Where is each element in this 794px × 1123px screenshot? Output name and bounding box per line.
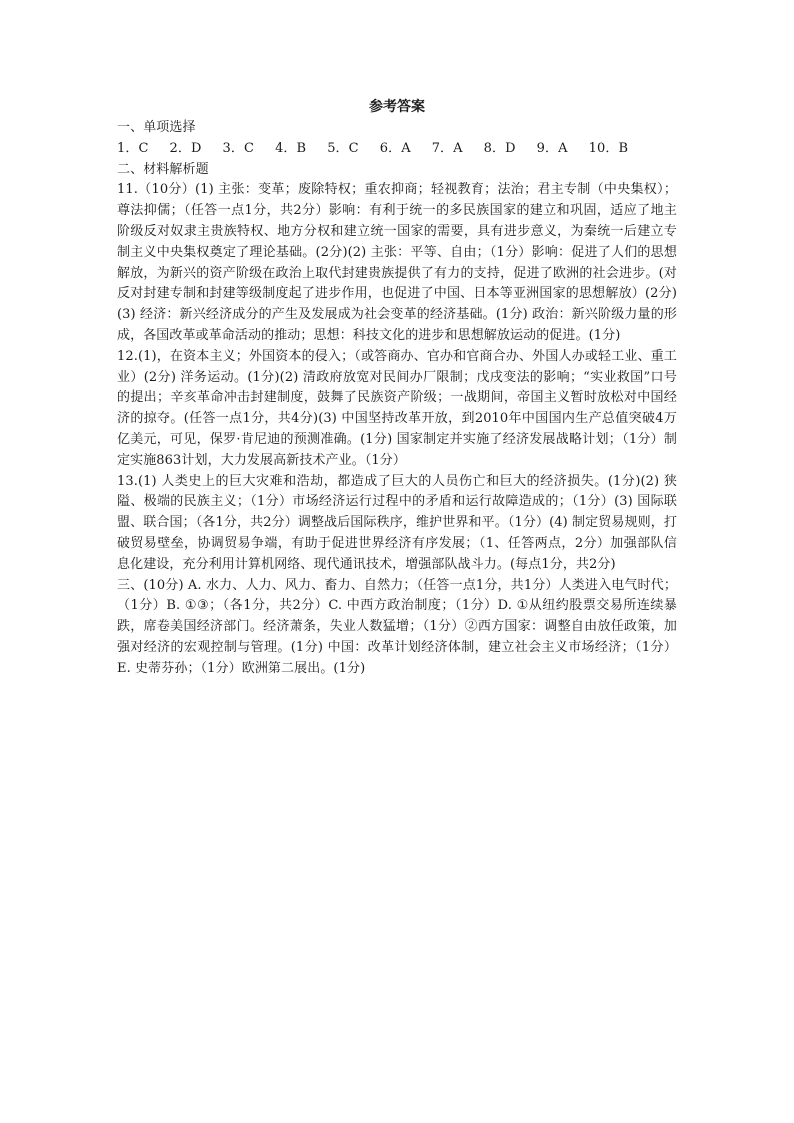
page-title: 参考答案	[369, 99, 425, 115]
choice-answer: 7．A	[431, 140, 463, 156]
section1-heading: 一、单项选择	[117, 120, 196, 135]
choice-answer: 9．A	[536, 140, 568, 156]
question-11-answer: 11.（10分）(1) 主张：变革；废除特权；重农抑商；轻视教育；法治；君主专制（中央集权）；尊法抑儒；（任答一点1分，共2分）影响：有利于统一的多民族国家的建立和巩固，适应了地主阶级反对奴隶主贵族特权、地方分权和建立统一国家的需要，具有进步意义，为秦统一后建立专制主义中央集权奠定了理论基础。(2分)(2) 主张：平等、自由；（1分）影响：促进了人们的思想解放，为新兴的资产阶级在政治上取代封建贵族提供了有力的支持，促进了欧洲的社会进步。(对反对封建专制和封建等级制度起了进步作用，也促进了中国、日本等亚洲国家的思想解放）(2分)(3) 经济：新兴经济成分的产生及发展成为社会变革的经济基础。(1分) 政治：新兴阶级力量的形成，各国改革或革命活动的推动；思想：科技文化的进步和思想解放运动的促进。(1分)	[117, 182, 677, 343]
choice-answer: 10．B	[588, 140, 629, 156]
choice-answer: 1．C	[117, 140, 149, 156]
choice-answers	[117, 139, 677, 160]
answer-content	[117, 118, 677, 680]
choice-answer: 4．B	[275, 140, 307, 156]
choice-answer: 8．D	[483, 140, 516, 156]
choice-answer: 2．D	[169, 140, 202, 156]
section3-answer: 三、(10分) A. 水力、人力、风力、畜力、自然力；（任答一点1分，共1分）人类进入电气时代；（1分）B. ①③；（各1分，共2分）C. 中西方政治制度；（1分）D. ①从纽约股票交易所连续暴跌，席卷美国经济部门。经济萧条，失业人数猛增；（1分）②西方国家：调整自由放任政策，加强对经济的宏观控制与管理。(1分) 中国：改革计划经济体制，建立社会主义市场经济；（1分）E. 史蒂芬孙；（1分）欧洲第二展出。(1分)	[117, 577, 677, 676]
choice-answer: 3．C	[222, 140, 255, 156]
choice-answer: 6．A	[379, 140, 411, 156]
question-12-answer: 12.(1)，在资本主义；外国资本的侵入；（或答商办、官办和官商合办、外国人办或轻工业、重工业）(2分) 洋务运动。(1分)(2) 清政府放宽对民间办厂限制；戊戌变法的影响；“实业救国”口号的提出；辛亥革命冲击封建制度，鼓舞了民族资产阶级；一战期间，帝国主义暂时放松对中国经济的掠夺。(任答一点1分，共4分)(3) 中国坚持改革开放，到2010年中国国内生产总值突破4万亿美元，可见，保罗·肯尼迪的预测准确。(1分) 国家制定并实施了经济发展战略计划；（1分）制定实施863计划，大力发展高新技术产业。（1分）	[117, 348, 677, 468]
section2-heading: 二、材料解析题	[117, 161, 209, 177]
choice-answer: 5．C	[327, 140, 359, 156]
question-13-answer: 13.(1) 人类史上的巨大灾难和浩劫，都造成了巨大的人员伤亡和巨大的经济损失。(1分)(2) 狭隘、极端的民族主义；（1分）市场经济运行过程中的矛盾和运行故障造成的；（1分）(3) 国际联盟、联合国；（各1分，共2分）调整战后国际秩序，维护世界和平。（1分）(4) 制定贸易规则，打破贸易壁垒，协调贸易争端，有助于促进世界经济有序发展；（1、任答两点，2分）加强部队信息化建设，充分利用计算机网络、现代通讯技术，增强部队战斗力。(每点1分，共2分)	[117, 473, 677, 572]
